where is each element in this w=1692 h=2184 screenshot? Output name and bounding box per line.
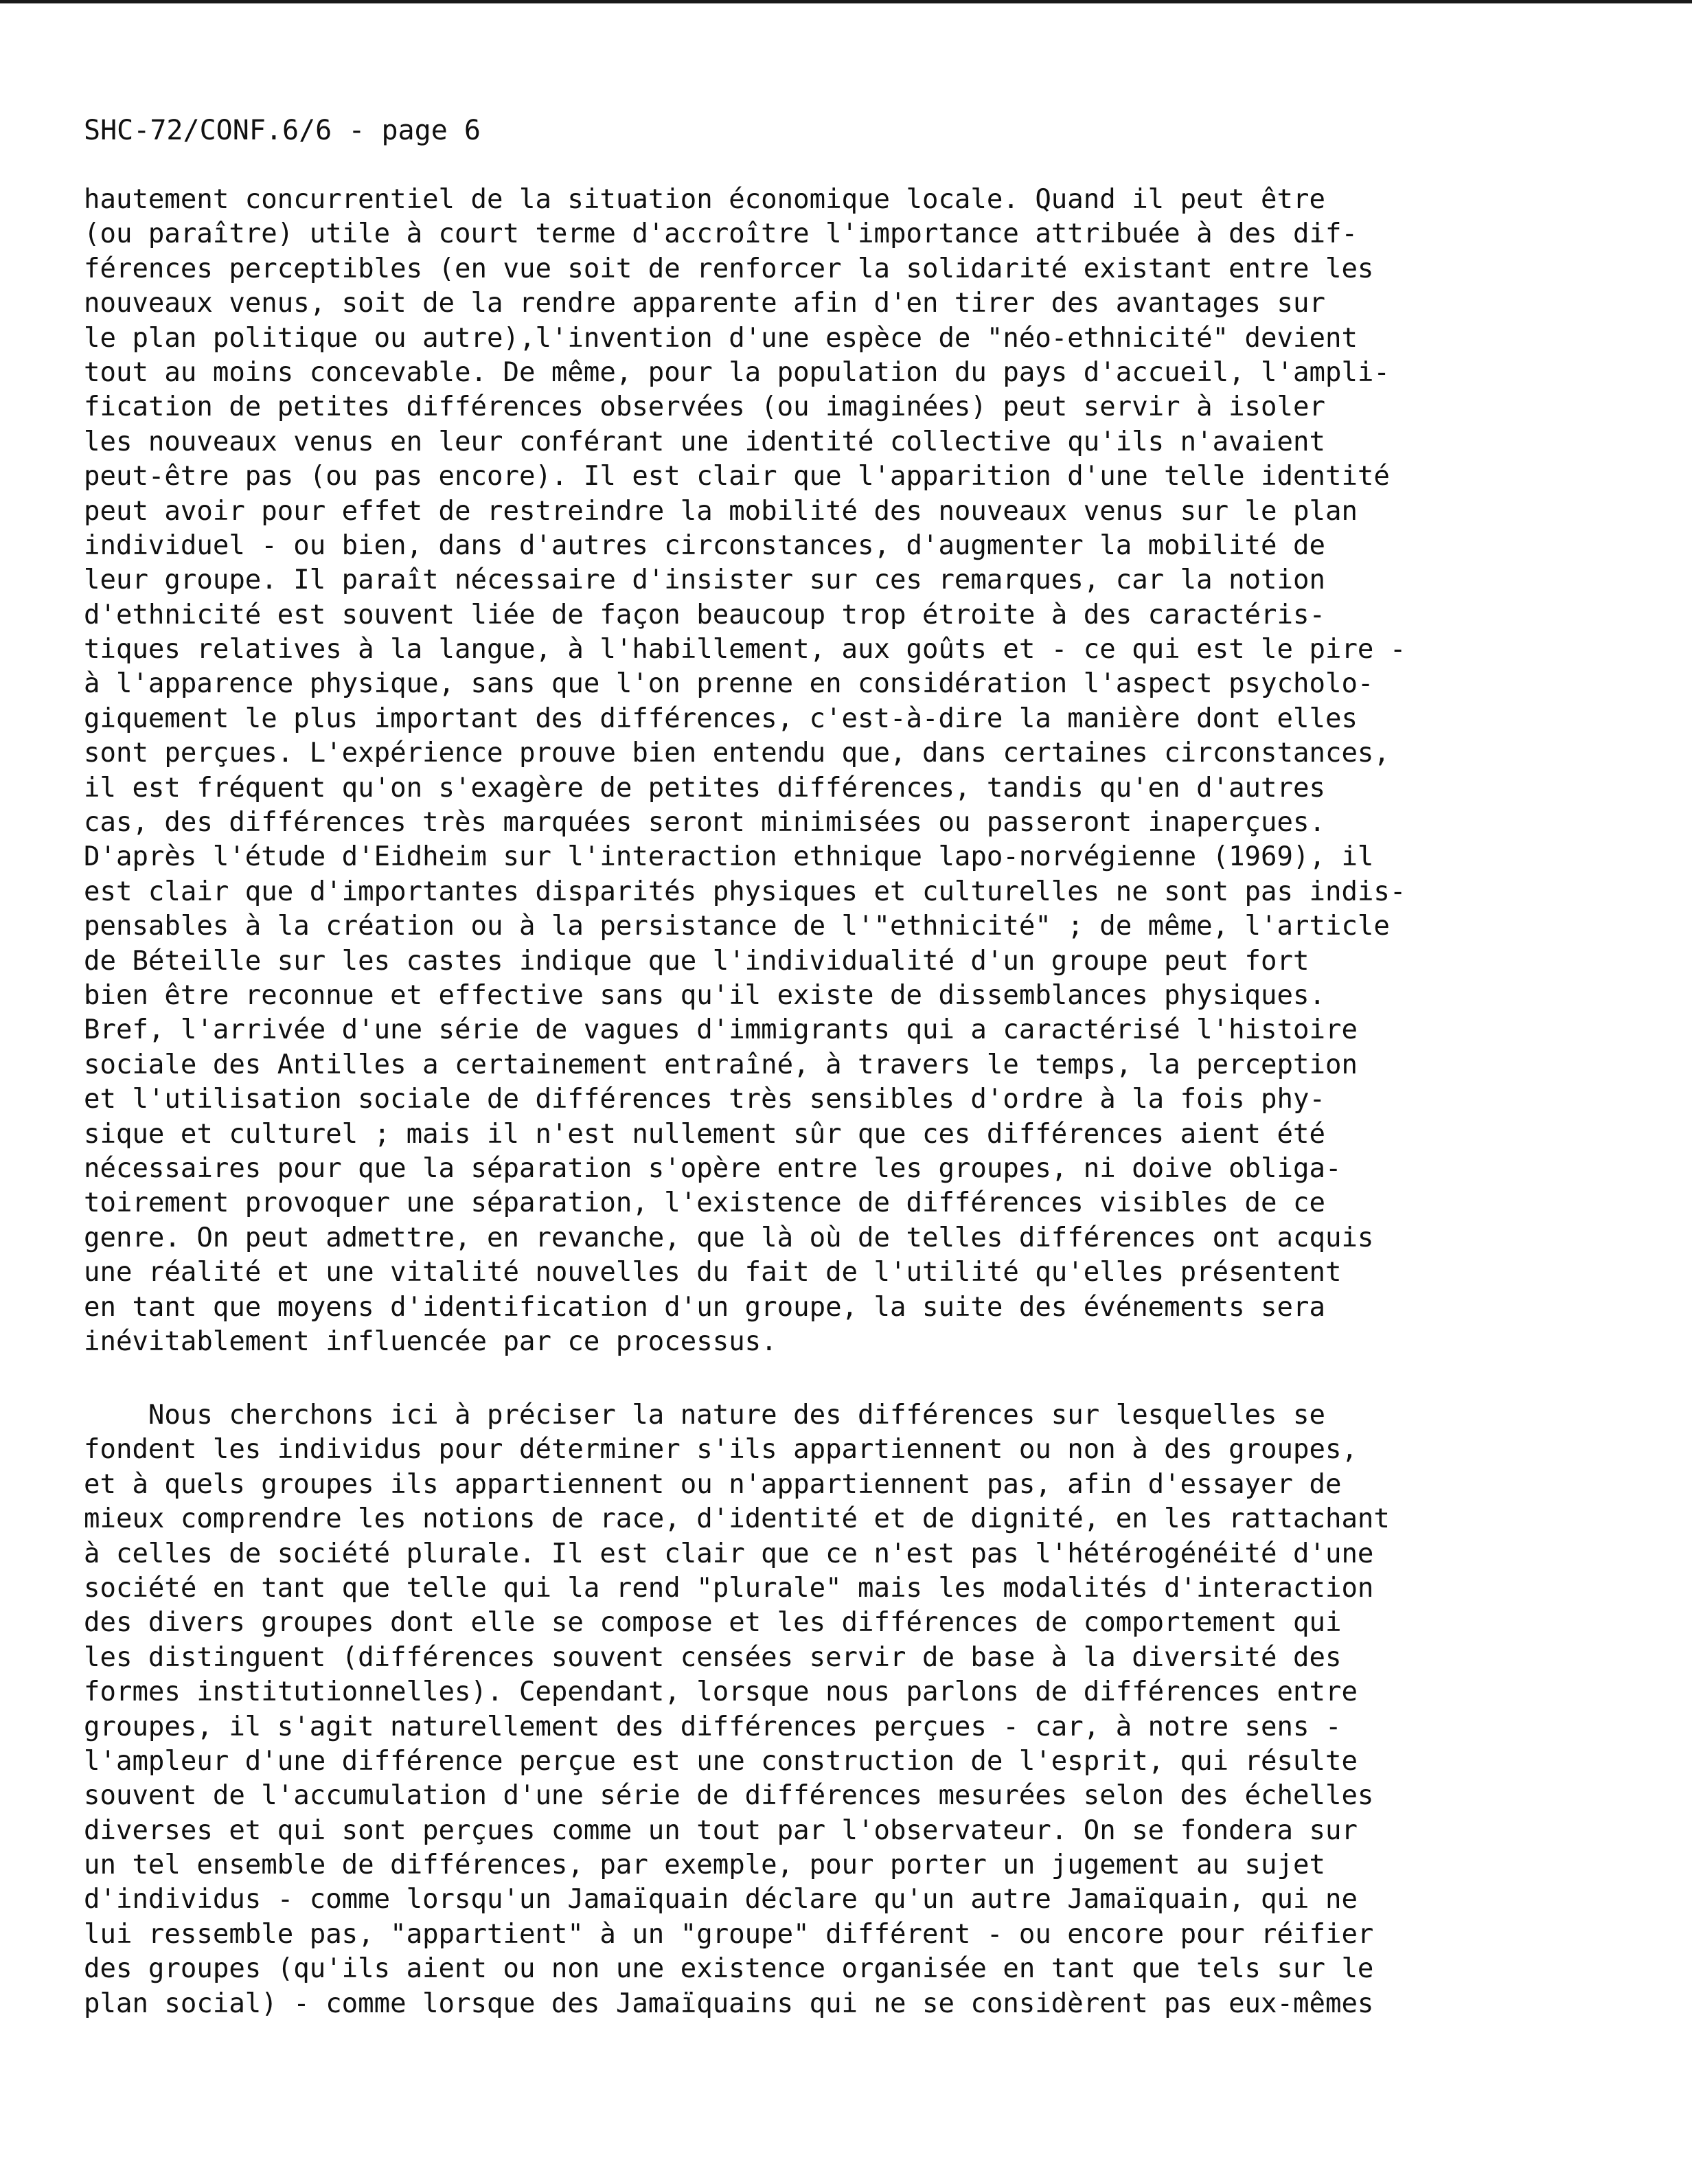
text-line: genre. On peut admettre, en revanche, que là où de telles différences ont acquis — [84, 1222, 1374, 1253]
text-line: toirement provoquer une séparation, l'existence de différences visibles de ce — [84, 1187, 1325, 1219]
paragraph-2 — [84, 1398, 1622, 2021]
text-line: cas, des différences très marquées seront minimisées ou passeront inaperçues. — [84, 807, 1325, 839]
text-line: de Béteille sur les castes indique que l'individualité d'un groupe peut fort — [84, 945, 1310, 977]
text-line: giquement le plus important des différences, c'est-à-dire la manière dont elles — [84, 703, 1358, 734]
text-line: le plan politique ou autre),l'invention d'une espèce de "néo-ethnicité" devient — [84, 322, 1358, 354]
text-line: sociale des Antilles a certainement entraîné, à travers le temps, la perception — [84, 1049, 1358, 1080]
text-line: une réalité et une vitalité nouvelles du fait de l'utilité qu'elles présentent — [84, 1257, 1342, 1288]
text-line: fication de petites différences observées (ou imaginées) peut servir à isoler — [84, 391, 1325, 423]
text-line: individuel - ou bien, dans d'autres circonstances, d'augmenter la mobilité de — [84, 530, 1325, 561]
text-line: d'individus - comme lorsqu'un Jamaïquain déclare qu'un autre Jamaïquain, qui ne — [84, 1884, 1358, 1915]
text-line: peut-être pas (ou pas encore). Il est clair que l'apparition d'une telle identité — [84, 461, 1390, 492]
text-line: diverses et qui sont perçues comme un tout par l'observateur. On se fondera sur — [84, 1815, 1358, 1846]
text-line: d'ethnicité est souvent liée de façon beaucoup trop étroite à des caractéris- — [84, 599, 1325, 630]
text-line: en tant que moyens d'identification d'un groupe, la suite des événements sera — [84, 1291, 1325, 1323]
text-line: tout au moins concevable. De même, pour la population du pays d'accueil, l'ampli- — [84, 356, 1390, 388]
text-line: formes institutionnelles). Cependant, lorsque nous parlons de différences entre — [84, 1676, 1358, 1708]
text-line: D'après l'étude d'Eidheim sur l'interaction ethnique lapo-norvégienne (1969), il — [84, 841, 1374, 873]
text-line: fondent les individus pour déterminer s'ils appartiennent ou non à des groupes, — [84, 1434, 1358, 1466]
text-line: lui ressemble pas, "appartient" à un "groupe" différent - ou encore pour réifier — [84, 1918, 1374, 1950]
text-line: il est fréquent qu'on s'exagère de petites différences, tandis qu'en d'autres — [84, 772, 1325, 804]
paragraph-1 — [84, 183, 1622, 1359]
text-line: des divers groupes dont elle se compose et les différences de comportement qui — [84, 1607, 1342, 1639]
text-line: et à quels groupes ils appartiennent ou n'appartiennent pas, afin d'essayer de — [84, 1468, 1342, 1500]
text-line: à l'apparence physique, sans que l'on prenne en considération l'aspect psycholo- — [84, 668, 1374, 700]
text-line: nouveaux venus, soit de la rendre apparente afin d'en tirer des avantages sur — [84, 288, 1325, 319]
text-line: des groupes (qu'ils aient ou non une existence organisée en tant que tels sur le — [84, 1953, 1374, 1985]
text-line: groupes, il s'agit naturellement des différences perçues - car, à notre sens - — [84, 1711, 1342, 1742]
text-line: nécessaires pour que la séparation s'opère entre les groupes, ni doive obliga- — [84, 1152, 1342, 1184]
text-line: un tel ensemble de différences, par exemple, pour porter un jugement au sujet — [84, 1850, 1325, 1881]
text-line: les distinguent (différences souvent censées servir de base à la diversité des — [84, 1641, 1342, 1673]
text-line: société en tant que telle qui la rend "plurale" mais les modalités d'interaction — [84, 1572, 1374, 1604]
text-line: l'ampleur d'une différence perçue est une construction de l'esprit, qui résulte — [84, 1745, 1358, 1777]
text-line: mieux comprendre les notions de race, d'identité et de dignité, en les rattachant — [84, 1503, 1390, 1535]
text-line: et l'utilisation sociale de différences très sensibles d'ordre à la fois phy- — [84, 1084, 1325, 1115]
text-line: férences perceptibles (en vue soit de renforcer la solidarité existant entre les — [84, 253, 1374, 284]
text-line: leur groupe. Il paraît nécessaire d'insister sur ces remarques, car la notion — [84, 565, 1325, 596]
text-line: hautement concurrentiel de la situation économique locale. Quand il peut être — [84, 184, 1325, 215]
document-header: SHC-72/CONF.6/6 - page 6 — [84, 115, 481, 146]
text-line: à celles de société plurale. Il est clair que ce n'est pas l'hétérogénéité d'une — [84, 1538, 1374, 1569]
text-line: bien être reconnue et effective sans qu'il existe de dissemblances physiques. — [84, 979, 1325, 1011]
text-line: sique et culturel ; mais il n'est nullement sûr que ces différences aient été — [84, 1118, 1325, 1150]
text-line: inévitablement influencée par ce processus. — [84, 1326, 777, 1357]
text-line: peut avoir pour effet de restreindre la mobilité des nouveaux venus sur le plan — [84, 495, 1358, 527]
top-border-rule — [0, 0, 1692, 3]
text-line: plan social) - comme lorsque des Jamaïquains qui ne se considèrent pas eux-mêmes — [84, 1988, 1374, 2019]
text-line: Bref, l'arrivée d'une série de vagues d'immigrants qui a caractérisé l'histoire — [84, 1014, 1358, 1046]
text-line: est clair que d'importantes disparités physiques et culturelles ne sont pas indis- — [84, 876, 1406, 907]
text-line: les nouveaux venus en leur conférant une identité collective qu'ils n'avaient — [84, 426, 1325, 457]
text-line: tiques relatives à la langue, à l'habillement, aux goûts et - ce qui est le pire - — [84, 634, 1406, 666]
text-line: sont perçues. L'expérience prouve bien entendu que, dans certaines circonstances, — [84, 738, 1390, 769]
text-line: souvent de l'accumulation d'une série de différences mesurées selon des échelles — [84, 1780, 1374, 1812]
text-line: Nous cherchons ici à préciser la nature des différences sur lesquelles se — [84, 1400, 1325, 1431]
text-line: pensables à la création ou à la persistance de l'"ethnicité" ; de même, l'article — [84, 911, 1390, 942]
text-line: (ou paraître) utile à court terme d'accroître l'importance attribuée à des dif- — [84, 218, 1358, 250]
